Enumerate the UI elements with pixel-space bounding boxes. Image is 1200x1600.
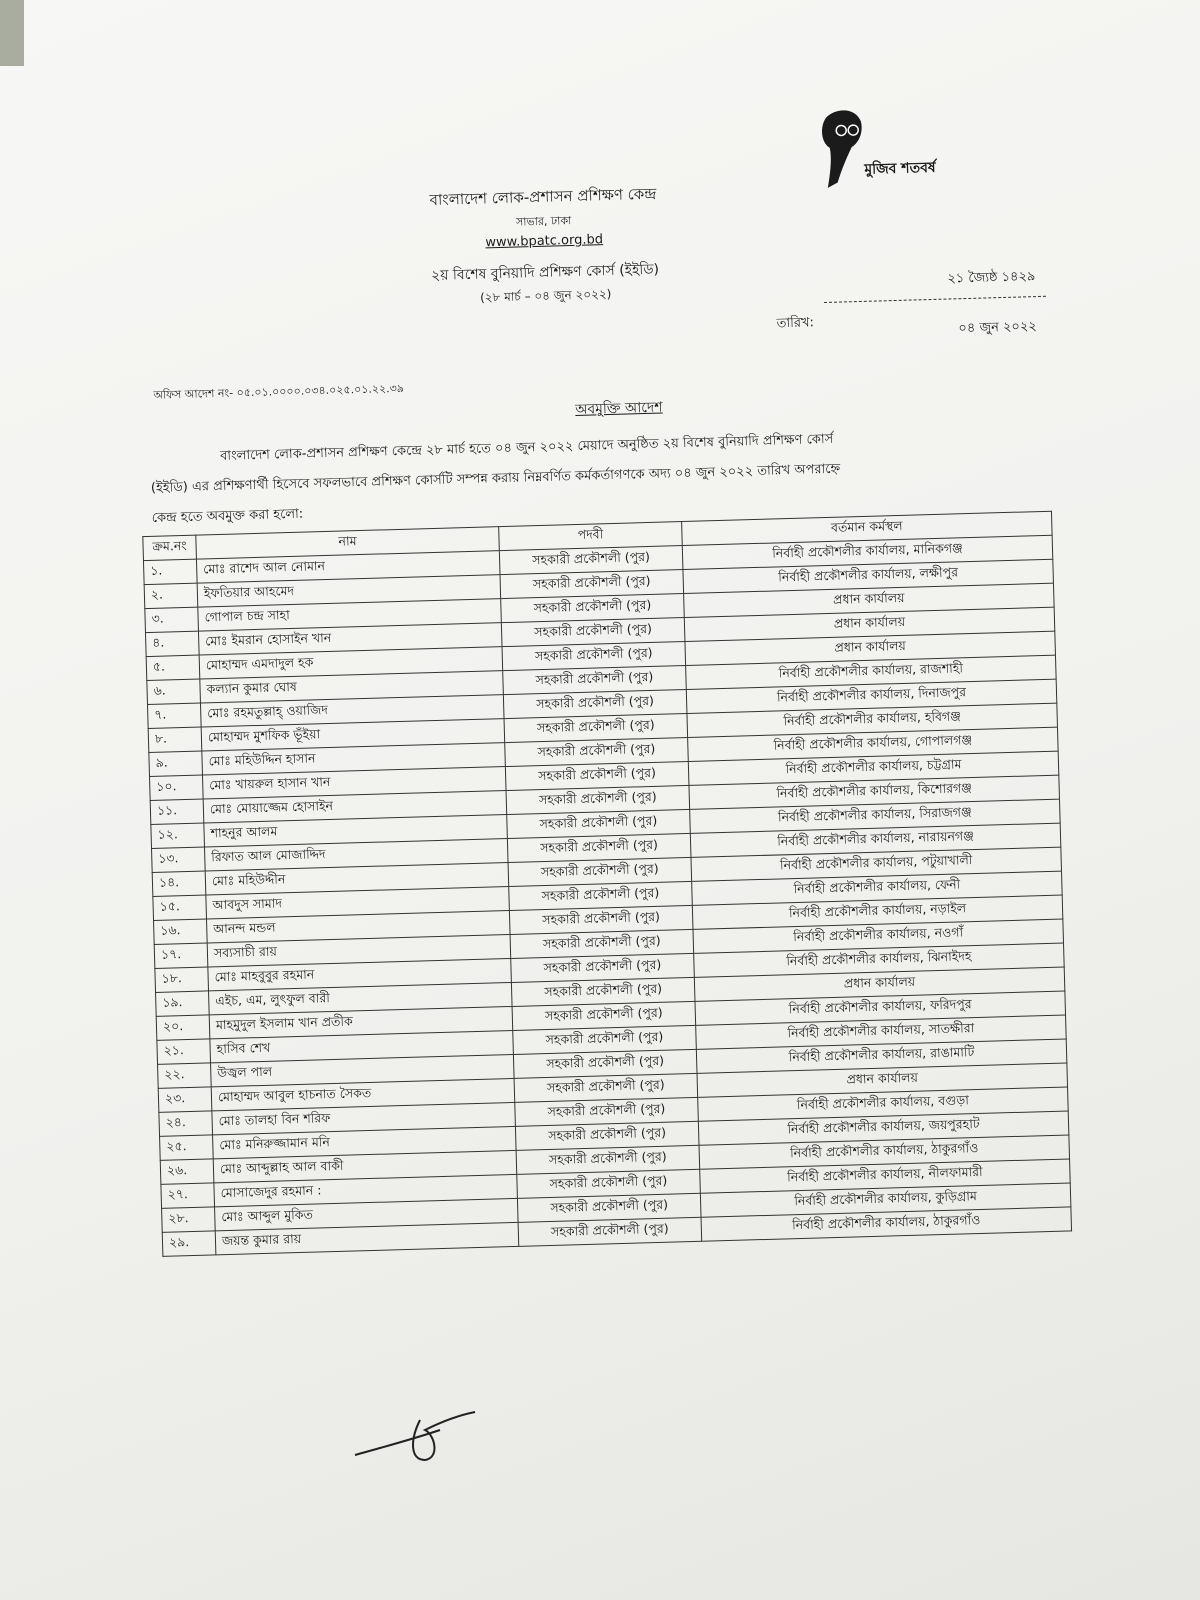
cell-workplace: নির্বাহী প্রকৌশলীর কার্যালয়, চট্টগ্রাম <box>688 751 1059 785</box>
cell-workplace: প্রধান কার্যালয় <box>694 967 1065 1001</box>
body-line-3: কেন্দ্র হতে অবমুক্ত করা হলো: <box>151 506 304 526</box>
cell-workplace: নির্বাহী প্রকৌশলীর কার্যালয়, সিরাজগঞ্জ <box>690 799 1061 833</box>
cell-serial: ১৭. <box>154 943 208 968</box>
cell-workplace: নির্বাহী প্রকৌশলীর কার্যালয়, ঠাকুরগাঁও <box>701 1207 1072 1241</box>
header-designation: পদবী <box>499 522 683 551</box>
cell-designation: সহকারী প্রকৌশলী (পুর) <box>517 1193 701 1222</box>
cell-designation: সহকারী প্রকৌশলী (পুর) <box>501 594 685 623</box>
cell-serial: ২৪. <box>159 1111 213 1136</box>
body-line-2: (ইইডি) এর প্রশিক্ষণার্থী হিসেবে সফলভাবে প্রশিক্ষণ কোর্সটি সম্পন্ন করায় নিম্নবর্ণিত কর্মকর্তাগণকে অদ্য ০৪ জুন ২০২২ তারিখ অপরাহ্নে <box>150 461 841 496</box>
date-block <box>775 267 1047 355</box>
cell-name: সব্যসাচী রায় <box>207 935 511 967</box>
cell-designation: সহকারী প্রকৌশলী (পুর) <box>505 737 689 766</box>
cell-workplace: নির্বাহী প্রকৌশলীর কার্যালয়, ঠাকুরগাঁও <box>699 1135 1070 1169</box>
cell-designation: সহকারী প্রকৌশলী (পুর) <box>507 833 691 862</box>
cell-workplace: নির্বাহী প্রকৌশলীর কার্যালয়, ঝিনাইদহ <box>694 943 1065 977</box>
table-body <box>143 535 1071 1256</box>
cell-name: মোহাম্মদ আবুল হাচনাত সৈকত <box>211 1078 515 1110</box>
cell-designation: সহকারী প্রকৌশলী (পুর) <box>518 1217 702 1246</box>
cell-workplace: প্রধান কার্যালয় <box>684 607 1055 641</box>
cell-designation: সহকারী প্রকৌশলী (পুর) <box>512 1001 696 1030</box>
cell-name: মোহাম্মদ মুশফিক ভূঁইয়া <box>201 719 505 751</box>
cell-serial: ২৮. <box>162 1207 216 1232</box>
cell-name: মোসাজেদুর রহমান : <box>214 1174 518 1206</box>
cell-workplace: নির্বাহী প্রকৌশলীর কার্যালয়, নীলফামারী <box>700 1159 1071 1193</box>
cell-serial: ৮. <box>148 727 202 752</box>
cell-workplace: নির্বাহী প্রকৌশলীর কার্যালয়, পটুয়াখালী <box>691 847 1062 881</box>
cell-name: আনন্দ মন্ডল <box>207 911 511 943</box>
cell-name: এইচ, এম, লুৎফুল বারী <box>209 982 513 1014</box>
document <box>70 76 1102 1258</box>
cell-workplace: নির্বাহী প্রকৌশলীর কার্যালয়, সাতক্ষীরা <box>696 1015 1067 1049</box>
mujib-borsho-logo <box>800 100 936 203</box>
cell-designation: সহকারী প্রকৌশলী (পুর) <box>505 761 689 790</box>
cell-serial: ১২. <box>151 823 205 848</box>
cell-designation: সহকারী প্রকৌশলী (পুর) <box>513 1025 697 1054</box>
cell-designation: সহকারী প্রকৌশলী (পুর) <box>501 618 685 647</box>
cell-serial: ১৬. <box>154 919 208 944</box>
cell-designation: সহকারী প্রকৌশলী (পুর) <box>517 1169 701 1198</box>
cell-serial: ২৫. <box>160 1135 214 1160</box>
cell-workplace: নির্বাহী প্রকৌশলীর কার্যালয়, লক্ষীপুর <box>683 559 1054 593</box>
cell-workplace: নির্বাহী প্রকৌশলীর কার্যালয়, রাজশাহী <box>686 655 1057 689</box>
cell-serial: ২২. <box>158 1063 212 1088</box>
cell-name: মোঃ তালহা বিন শরিফ <box>212 1102 516 1134</box>
signature <box>350 1400 480 1470</box>
cell-designation: সহকারী প্রকৌশলী (পুর) <box>513 1049 697 1078</box>
cell-name: ইফতিয়ার আহমেদ <box>197 575 501 607</box>
cell-serial: ২০. <box>156 1015 210 1040</box>
cell-name: উজ্বল পাল <box>211 1054 515 1086</box>
cell-workplace: নির্বাহী প্রকৌশলীর কার্যালয়, ফেনী <box>692 871 1063 905</box>
cell-designation: সহকারী প্রকৌশলী (পুর) <box>499 546 683 575</box>
date-gregorian: ০৪ জুন ২০২২ <box>958 319 1037 337</box>
cell-designation: সহকারী প্রকৌশলী (পুর) <box>507 809 691 838</box>
cell-serial: ১৪. <box>152 871 206 896</box>
cell-workplace: নির্বাহী প্রকৌশলীর কার্যালয়, রাঙামাটি <box>696 1039 1067 1073</box>
cell-serial: ১৩. <box>152 847 206 872</box>
cell-workplace: নির্বাহী প্রকৌশলীর কার্যালয়, কুড়িগ্রাম <box>700 1183 1071 1217</box>
cell-designation: সহকারী প্রকৌশলী (পুর) <box>516 1145 700 1174</box>
cell-designation: সহকারী প্রকৌশলী (পুর) <box>503 665 687 694</box>
cell-name: মোঃ মহিউদ্দিন হাসান <box>202 743 506 775</box>
cell-designation: সহকারী প্রকৌশলী (পুর) <box>502 642 686 671</box>
cell-serial: ৯. <box>149 751 203 776</box>
cell-workplace: নির্বাহী প্রকৌশলীর কার্যালয়, কিশোরগঞ্জ <box>689 775 1060 809</box>
org-place: সাভার, ঢাকা <box>515 214 572 229</box>
cell-designation: সহকারী প্রকৌশলী (পুর) <box>504 713 688 742</box>
cell-name: জয়ন্ত কুমার রায় <box>215 1222 519 1254</box>
cell-workplace: প্রধান কার্যালয় <box>684 583 1055 617</box>
cell-serial: ৬. <box>147 679 201 704</box>
cell-serial: ১০. <box>150 775 204 800</box>
cell-serial: ২১. <box>157 1039 211 1064</box>
subject-heading: অবমুক্তি আদেশ <box>575 399 663 418</box>
date-bangla: ২১ জ্যৈষ্ঠ ১৪২৯ <box>947 269 1036 287</box>
cell-name: মোঃ মাহবুবুর রহমান <box>208 958 512 990</box>
course-dates: (২৮ মার্চ – ০৪ জুন ২০২২) <box>479 286 612 305</box>
cell-workplace: নির্বাহী প্রকৌশলীর কার্যালয়, মানিকগঞ্জ <box>682 535 1053 569</box>
background-edge <box>0 0 24 66</box>
cell-serial: ১৯. <box>156 991 210 1016</box>
date-label: তারিখ: <box>776 315 815 332</box>
org-name: বাংলাদেশ লোক-প্রশাসন প্রশিক্ষণ কেন্দ্র <box>429 184 657 209</box>
cell-designation: সহকারী প্রকৌশলী (পুর) <box>508 857 692 886</box>
course-title: ২য় বিশেষ বুনিয়াদি প্রশিক্ষণ কোর্স (ইইডি) <box>430 261 660 284</box>
cell-serial: ৪. <box>145 631 199 656</box>
cell-designation: সহকারী প্রকৌশলী (পুর) <box>514 1073 698 1102</box>
cell-workplace: নির্বাহী প্রকৌশলীর কার্যালয়, নওগাঁ <box>693 919 1064 953</box>
officer-table <box>142 511 1072 1257</box>
cell-designation: সহকারী প্রকৌশলী (পুর) <box>503 689 687 718</box>
cell-designation: সহকারী প্রকৌশলী (পুর) <box>515 1121 699 1150</box>
cell-serial: ২৯. <box>162 1231 216 1256</box>
cell-workplace: নির্বাহী প্রকৌশলীর কার্যালয়, গোপালগঞ্জ <box>688 727 1059 761</box>
cell-name: গোপাল চন্দ্র সাহা <box>198 599 502 631</box>
cell-designation: সহকারী প্রকৌশলী (পুর) <box>509 905 693 934</box>
cell-designation: সহকারী প্রকৌশলী (পুর) <box>510 929 694 958</box>
cell-workplace: নির্বাহী প্রকৌশলীর কার্যালয়, নড়াইল <box>692 895 1063 929</box>
header-name: নাম <box>196 527 500 559</box>
cell-serial: ২৭. <box>161 1183 215 1208</box>
cell-serial: ২৬. <box>160 1159 214 1184</box>
header-workplace: বর্তমান কর্মস্থল <box>682 511 1053 545</box>
cell-name: আবদুস সামাদ <box>206 887 510 919</box>
cell-workplace: নির্বাহী প্রকৌশলীর কার্যালয়, হবিগঞ্জ <box>687 703 1058 737</box>
cell-name: মোঃ মহিউদ্দীন <box>205 863 509 895</box>
header-serial: ক্রম.নং <box>143 535 197 560</box>
cell-name: রিফাত আল মোজাদ্দিদ <box>204 839 508 871</box>
cell-workplace: নির্বাহী প্রকৌশলীর কার্যালয়, ফরিদপুর <box>695 991 1066 1025</box>
cell-name: মোঃ রহমতুল্লাহ্ ওয়াজিদ <box>200 695 504 727</box>
cell-serial: ৩. <box>145 607 199 632</box>
cell-workplace: নির্বাহী প্রকৌশলীর কার্যালয়, জয়পুরহাট <box>698 1111 1069 1145</box>
cell-designation: সহকারী প্রকৌশলী (পুর) <box>500 570 684 599</box>
logo-text: মুজিব শতবর্ষ <box>864 159 936 178</box>
cell-designation: সহকারী প্রকৌশলী (পুর) <box>506 785 690 814</box>
cell-serial: ১. <box>143 559 197 584</box>
cell-designation: সহকারী প্রকৌশলী (পুর) <box>511 977 695 1006</box>
cell-serial: ২৩. <box>158 1087 212 1112</box>
organization-block <box>353 180 735 254</box>
cell-workplace: প্রধান কার্যালয় <box>685 631 1056 665</box>
cell-serial: ২. <box>144 583 198 608</box>
cell-name: মাহমুদুল ইসলাম খান প্রতীক <box>209 1006 513 1038</box>
cell-designation: সহকারী প্রকৌশলী (পুর) <box>511 953 695 982</box>
cell-serial: ৭. <box>147 703 201 728</box>
cell-name: মোঃ খায়রুল হাসান খান <box>202 767 506 799</box>
cell-name: মোঃ ইমরান হোসাইন খান <box>198 623 502 655</box>
cell-workplace: নির্বাহী প্রকৌশলীর কার্যালয়, নারায়নগঞ্জ <box>690 823 1061 857</box>
cell-name: মোঃ আব্দুল্লাহ আল বাকী <box>213 1150 517 1182</box>
cell-serial: ১৫. <box>153 895 207 920</box>
course-block <box>355 255 736 313</box>
cell-serial: ৫. <box>146 655 200 680</box>
cell-designation: সহকারী প্রকৌশলী (পুর) <box>509 881 693 910</box>
cell-serial: ১৮. <box>155 967 209 992</box>
cell-designation: সহকারী প্রকৌশলী (পুর) <box>515 1097 699 1126</box>
cell-name: মোঃ মনিরুজ্জামান মনি <box>213 1126 517 1158</box>
cell-name: শাহনুর আলম <box>204 815 508 847</box>
cell-name: কল্যান কুমার ঘোষ <box>200 671 504 703</box>
body-line-1: বাংলাদেশ লোক-প্রশাসন প্রশিক্ষণ কেন্দ্রে ২৮ মার্চ হতে ০৪ জুন ২০২২ মেয়াদে অনুষ্ঠিত ২য় বিশেষ বুনিয়াদি প্রশিক্ষণ কোর্স <box>219 431 834 464</box>
cell-name: মোঃ মোয়াজ্জেম হোসাইন <box>203 791 507 823</box>
org-website: www.bpatc.org.bd <box>485 232 604 251</box>
cell-workplace: প্রধান কার্যালয় <box>697 1063 1068 1097</box>
cell-name: মোঃ রাশেদ আল নোমান <box>196 551 500 583</box>
letterhead <box>70 76 1077 402</box>
cell-name: মোহাম্মদ এমদাদুল হক <box>199 647 503 679</box>
cell-name: মোঃ আব্দুল মুকিত <box>215 1198 519 1230</box>
cell-serial: ১১. <box>150 799 204 824</box>
cell-name: হাসিব শেখ <box>210 1030 514 1062</box>
cell-workplace: নির্বাহী প্রকৌশলীর কার্যালয়, দিনাজপুর <box>686 679 1057 713</box>
date-divider <box>824 296 1046 303</box>
memo-number: অফিস আদেশ নং- ০৫.০১.০০০০.০৩৪.০২৫.০১.২২.৩৯ <box>153 381 405 402</box>
cell-workplace: নির্বাহী প্রকৌশলীর কার্যালয়, বগুড়া <box>698 1087 1069 1121</box>
